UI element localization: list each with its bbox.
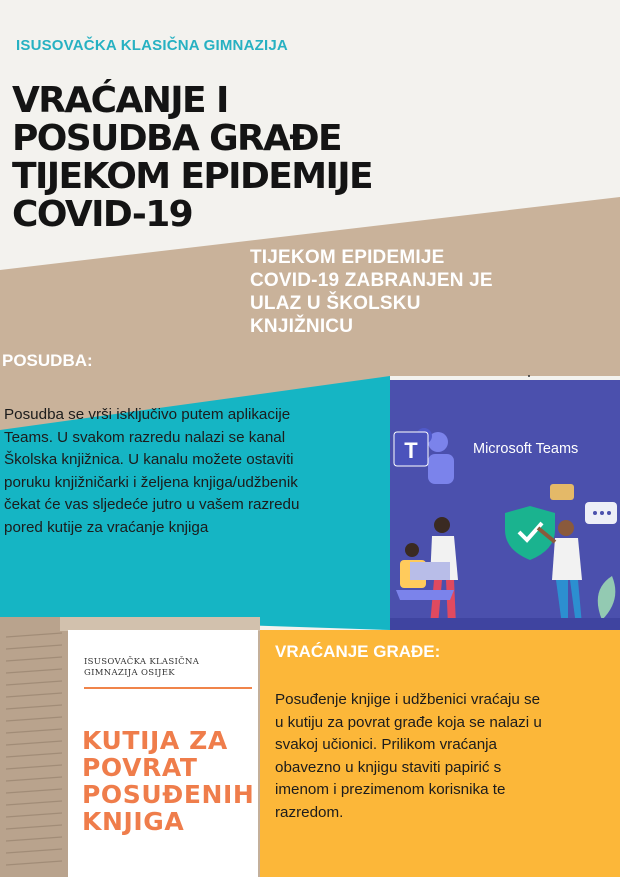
teams-label: Microsoft Teams	[473, 441, 579, 457]
vracanje-paragraph	[275, 689, 615, 824]
paragraph-line: čekat će vas sljedeće jutro u vašem razredu	[4, 496, 300, 513]
paragraph-line: poruku knjižničarki i željena knjiga/udžbenik	[4, 473, 298, 491]
title-line: POSUDBA GRAĐE	[12, 118, 341, 159]
card-title-line: KUTIJA ZA	[82, 726, 228, 755]
teams-illustration	[390, 380, 620, 630]
svg-text:T: T	[404, 438, 418, 463]
paragraph-line: Teams. U svakom razredu nalazi se kanal	[4, 428, 286, 446]
paragraph-line: Posuđenje knjige i udžbenici vraćaju se	[275, 691, 541, 708]
paragraph-line: Školska knjižnica. U kanalu možete ostaviti	[4, 451, 294, 468]
paragraph-line: imenom i prezimenom korisnika te	[275, 781, 506, 798]
posudba-paragraph	[4, 404, 384, 539]
paragraph-line: u kutiju za povrat građe koja se nalazi u	[275, 713, 542, 731]
title-line: TIJEKOM EPIDEMIJE	[12, 156, 373, 197]
title-line: COVID-19	[12, 194, 193, 235]
card-school-name	[84, 657, 199, 679]
card-school-line: GIMNAZIJA OSIJEK	[84, 668, 175, 678]
banner-line: KNJIŽNICU	[250, 316, 354, 337]
shield-check-icon	[505, 506, 555, 560]
microsoft-teams-logo-icon	[394, 428, 454, 484]
teams-artwork	[390, 380, 620, 630]
card-title-line: POVRAT	[82, 753, 198, 782]
entry-ban-notice	[250, 246, 590, 338]
school-name: ISUSOVAČKA KLASIČNA GIMNAZIJA	[16, 37, 288, 54]
paragraph-line: svakoj učionici. Prilikom vraćanja	[275, 736, 497, 753]
card-divider	[84, 687, 252, 689]
card-school-line: ISUSOVAČKA KLASIČNA	[84, 657, 200, 667]
page-title	[12, 82, 432, 234]
paragraph-line: Posudba se vrši isključivo putem aplikacije	[4, 406, 291, 423]
banner-line: COVID-19 ZABRANJEN JE	[250, 270, 493, 291]
paragraph-line: razredom.	[275, 803, 344, 821]
card-title-line: KNJIGA	[82, 807, 185, 836]
posudba-heading: POSUDBA:	[2, 351, 93, 370]
paragraph-line: obavezno u knjigu staviti papirić s	[275, 758, 502, 776]
title-line: VRAĆANJE I	[12, 80, 228, 121]
card-title-line: POSUĐENIH	[82, 780, 255, 809]
vracanje-heading: VRAĆANJE GRAĐE:	[275, 642, 441, 661]
banner-line: ULAZ U ŠKOLSKU	[250, 293, 421, 314]
card-title	[82, 727, 254, 835]
banner-line: TIJEKOM EPIDEMIJE	[250, 247, 445, 268]
paragraph-line: pored kutije za vraćanje knjiga	[4, 518, 209, 536]
